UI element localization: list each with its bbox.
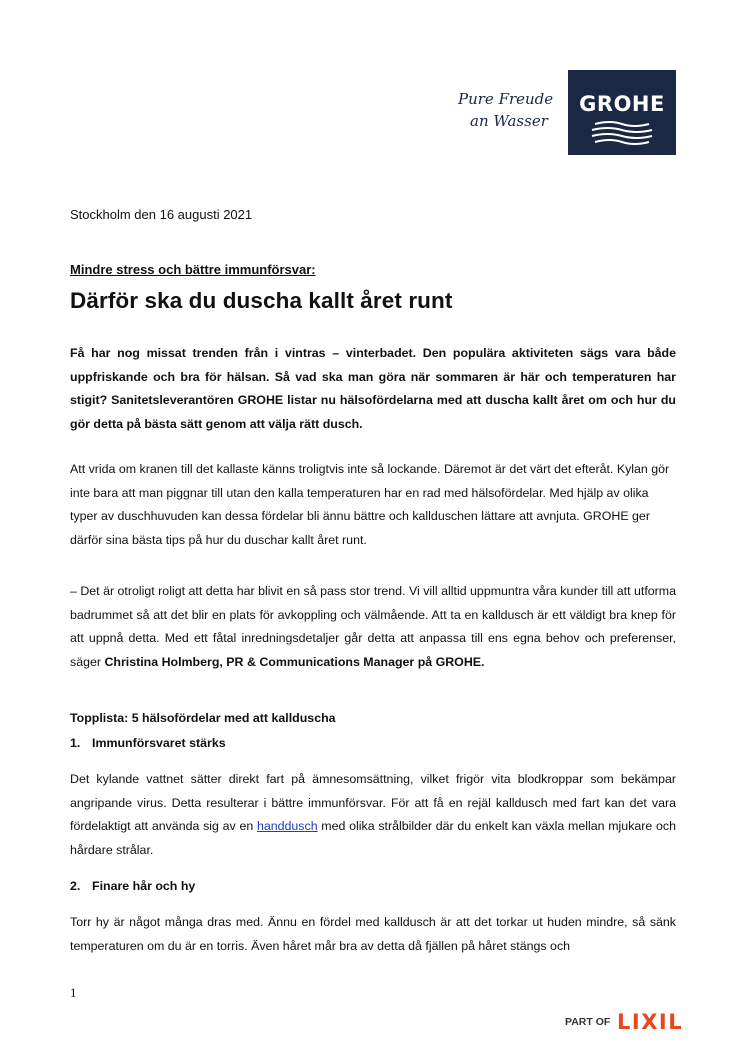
logo-tagline-line2: an Wasser (470, 112, 548, 130)
dateline: Stockholm den 16 augusti 2021 (70, 207, 253, 222)
list-heading: Topplista: 5 hälsofördelar med att kallduscha (70, 711, 336, 725)
quote-text: – Det är otroligt roligt att detta har blivit en så pass stor trend. Vi vill alltid uppmuntra våra kunder till att utforma badrummet så att det blir en plats för avkoppling och välmående. Att ta en kalldusch är ett väldigt bra knep för att uppnå detta. Med ett fåtal inredningsdetaljer går detta att anpassa till ens egna behov och preferenser, säger (70, 584, 676, 669)
list-item-2-heading (70, 875, 676, 899)
lixil-logo: LIXIL (617, 1010, 684, 1034)
list-item-2-text: Torr hy är något många dras med. Ännu en fördel med kalldusch är att det torkar ut huden mindre, så sänk temperaturen om du är en torris. Även håret mår bra av detta då fjällen på håret stängs och (70, 915, 676, 953)
list-item-1-number: 1. (70, 736, 81, 750)
list-item-1-heading (70, 732, 676, 756)
body-paragraph-1: Att vrida om kranen till det kallaste känns troligtvis inte så lockande. Däremot är det värt det efteråt. Kylan gör inte bara att man piggnar till utan den kalla temperaturen har en rad med hälsofördelar. Med hjälp av olika typer av duschhuvuden kan dessa fördelar bli ännu bättre och kallduschen lättare att avnjuta. GROHE ger därför sina bästa tips på hur du duschar kallt året runt. (70, 462, 670, 547)
water-waves-icon (591, 120, 653, 148)
grohe-logo (568, 70, 676, 155)
logo-tagline-line1: Pure Freude (458, 90, 554, 108)
quote-speaker: Christina Holmberg, PR & Communications Manager på GROHE. (104, 654, 485, 669)
list-item-2-number: 2. (70, 879, 81, 893)
handdusch-link[interactable]: handdusch (256, 819, 318, 834)
page-title: Därför ska du duscha kallt året runt (70, 288, 453, 313)
list-item-1-text-before: Det kylande vattnet sätter direkt fart på ämnesomsättning, vilket frigör vita blodkroppar som bekämpar angripande virus. Detta resulterar i bättre immunförsvar. För att få en rejäl kalldusch med fart kan det vara fördelaktigt att använda sig av en (70, 772, 676, 834)
list-item-1-text-after: med olika strålbilder där du enkelt kan växla mellan mjukare och hårdare strålar. (70, 819, 676, 857)
subtitle: Mindre stress och bättre immunförsvar: (70, 262, 316, 277)
lead-paragraph: Få har nog missat trenden från i vintras – vinterbadet. Den populära aktiviteten sägs vara både uppfriskande och bra för hälsan. Så vad ska man göra när sommaren är här och temperaturen har stigit? Sanitetsleverantören GROHE listar nu hälsofördelarna med att duscha kallt året om och hur du gör detta på bästa sätt genom att välja rätt dusch. (70, 346, 676, 431)
quote-paragraph (70, 580, 676, 674)
list-item-1-text (70, 768, 676, 862)
list-item-2-title: Finare hår och hy (92, 879, 196, 893)
page-number: 1 (70, 985, 77, 1000)
part-of-label: PART OF (565, 1016, 611, 1028)
grohe-wordmark: GROHE (579, 92, 665, 116)
list-item-1-title: Immunförsvaret stärks (92, 736, 226, 750)
